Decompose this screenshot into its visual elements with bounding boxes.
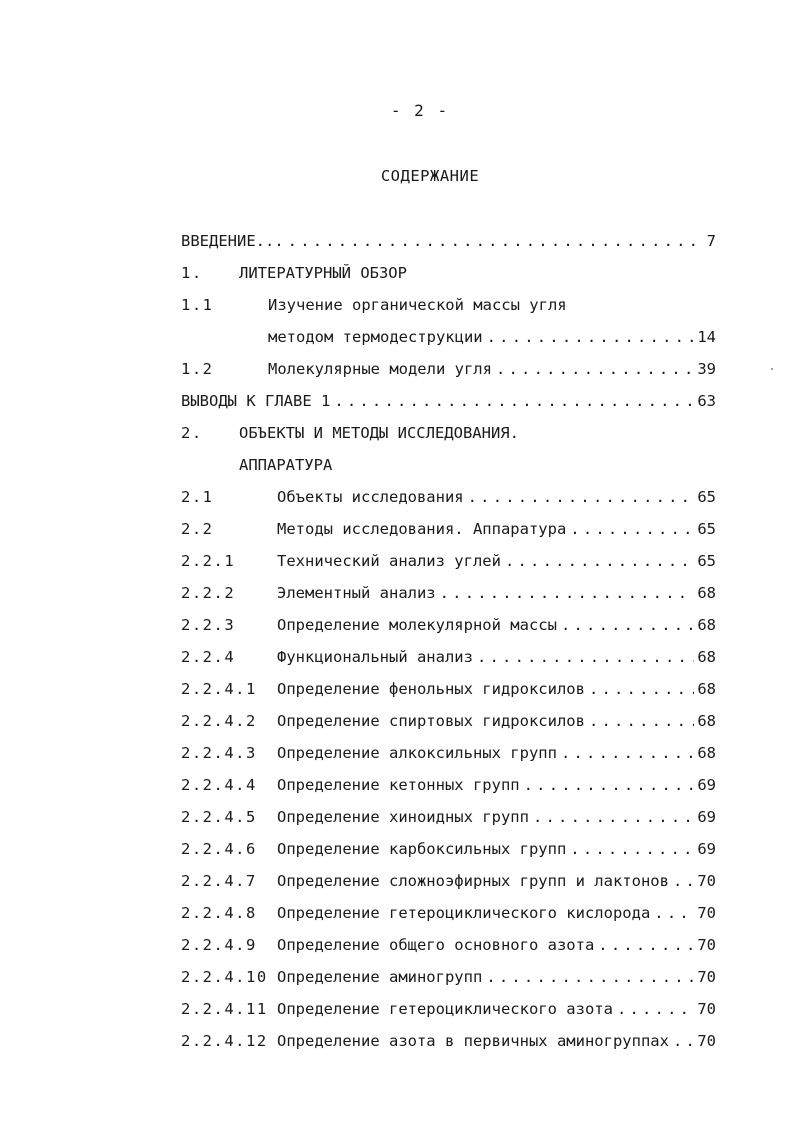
toc-entry-page: 68	[697, 744, 716, 762]
toc-dot-leader	[561, 614, 694, 636]
toc-entry-title: Молекулярные модели угля	[268, 360, 492, 378]
toc-dot-leader	[533, 806, 694, 828]
toc-entry	[0, 518, 793, 540]
toc-entry-page: 7	[706, 232, 716, 250]
toc-dot-leader	[468, 486, 695, 508]
toc-dot-leader	[589, 710, 694, 732]
toc-entry-title: ЛИТЕРАТУРНЫЙ ОБЗОР	[239, 264, 407, 282]
toc-entry-title: Объекты исследования	[277, 488, 464, 506]
toc-entry-title: Определение кетонных групп	[277, 776, 520, 794]
toc-entry-number: 1.1	[181, 296, 214, 314]
toc-entry-number: 2.2.1	[181, 552, 236, 570]
toc-dot-leader	[486, 966, 694, 988]
toc-dot-leader	[673, 870, 694, 892]
toc-dot-leader	[673, 1030, 694, 1052]
toc-dot-leader	[505, 550, 694, 572]
toc-entry-title: Определение азота в первичных аминогруппах	[277, 1032, 669, 1050]
toc-entry	[0, 390, 793, 412]
toc-entry-page: 68	[697, 616, 716, 634]
toc-dot-leader	[570, 518, 694, 540]
toc-entry-page: 70	[697, 968, 716, 986]
toc-entry	[0, 966, 793, 988]
toc-entry-number: 2.2.4.6	[181, 840, 257, 858]
toc-dot-leader	[617, 998, 694, 1020]
toc-entry-number: 2.2.2	[181, 584, 236, 602]
margin-speck	[771, 368, 773, 370]
toc-entry	[0, 486, 793, 508]
toc-entry-number: 2.2.4.11	[181, 1000, 268, 1018]
toc-entry-page: 65	[697, 520, 716, 538]
toc-dot-leader	[598, 934, 694, 956]
toc-entry-title: Определение сложноэфирных групп и лактонов	[277, 872, 669, 890]
toc-entry-title: Элементный анализ	[277, 584, 436, 602]
toc-dot-leader	[496, 358, 694, 380]
toc-entry-page: 70	[697, 1032, 716, 1050]
toc-entry-title: Изучение органической массы угля	[268, 296, 567, 314]
toc-entry-number: 2.2.4.5	[181, 808, 257, 826]
toc-entry-title: ВЫВОДЫ К ГЛАВЕ 1	[181, 392, 331, 410]
toc-entry	[0, 550, 793, 572]
toc-entry	[0, 646, 793, 668]
toc-entry-title: ОБЪЕКТЫ И МЕТОДЫ ИССЛЕДОВАНИЯ.	[239, 424, 519, 442]
toc-entry-number: 1.2	[181, 360, 214, 378]
toc-entry-number: 2.2.4.1	[181, 680, 257, 698]
toc-entry	[0, 326, 793, 348]
toc-dot-leader	[524, 774, 695, 796]
toc-entry-title: Методы исследования. Аппаратура	[277, 520, 567, 538]
toc-entry-number: 2.2.4.2	[181, 712, 257, 730]
toc-entry-page: 69	[697, 776, 716, 794]
toc-entry-page: 68	[697, 712, 716, 730]
toc-entry-title: АППАРАТУРА	[239, 456, 333, 474]
toc-dot-leader	[654, 902, 694, 924]
toc-entry	[0, 838, 793, 860]
toc-entry-page: 69	[697, 808, 716, 826]
toc-entry-title: Определение общего основного азота	[277, 936, 595, 954]
toc-entry-number: 2.2.4.8	[181, 904, 257, 922]
toc-dot-leader	[334, 390, 694, 412]
toc-entry	[0, 710, 793, 732]
toc-entry	[0, 742, 793, 764]
toc-entry-number: 2.2.4.3	[181, 744, 257, 762]
toc-entry	[0, 614, 793, 636]
toc-entry	[0, 582, 793, 604]
toc-entry-page: 70	[697, 904, 716, 922]
toc-entry-title: Определение гетероциклического кислорода	[277, 904, 651, 922]
toc-entry	[0, 678, 793, 700]
toc-entry	[0, 358, 793, 380]
toc-entry-title: Технический анализ углей	[277, 552, 501, 570]
toc-entry-page: 68	[697, 680, 716, 698]
toc-entry-number: 2.2.4.4	[181, 776, 257, 794]
toc-entry-title: Функциональный анализ	[277, 648, 473, 666]
toc-entry-number: 2.1	[181, 488, 214, 506]
toc-entry-title: ВВЕДЕНИЕ...	[181, 232, 284, 250]
toc-entry-page: 68	[697, 584, 716, 602]
toc-entry-number: 1.	[181, 264, 203, 282]
toc-entry	[0, 902, 793, 924]
toc-entry-title: Определение карбоксильных групп	[277, 840, 567, 858]
toc-entry-title: Определение фенольных гидроксилов	[277, 680, 585, 698]
toc-entry-title: Определение алкоксильных групп	[277, 744, 557, 762]
toc-dot-leader	[589, 678, 694, 700]
toc-entry-page: 14	[697, 328, 716, 346]
toc-entry-number: 2.2.4.9	[181, 936, 257, 954]
toc-entry	[0, 870, 793, 892]
toc-entry-number: 2.	[181, 424, 203, 442]
toc-entry	[0, 262, 793, 284]
toc-dot-leader	[561, 742, 694, 764]
toc-entry-page: 65	[697, 552, 716, 570]
toc-entry-page: 68	[697, 648, 716, 666]
toc-entry	[0, 454, 793, 476]
toc-dot-leader	[440, 582, 695, 604]
toc-entry-title: Определение аминогрупп	[277, 968, 483, 986]
toc-entry-title: Определение хиноидных групп	[277, 808, 529, 826]
toc-entry-page: 63	[697, 392, 716, 410]
toc-entry-page: 70	[697, 936, 716, 954]
toc-entry-page: 39	[697, 360, 716, 378]
toc-dot-leader	[288, 230, 704, 252]
toc-entry	[0, 230, 793, 252]
toc-entry	[0, 1030, 793, 1052]
toc-entry	[0, 998, 793, 1020]
toc-dot-leader	[570, 838, 694, 860]
page-number: - 2 -	[390, 101, 450, 120]
toc-entry-number: 2.2.4.12	[181, 1032, 268, 1050]
toc-entry-title: методом термодеструкции	[268, 328, 483, 346]
toc-entry-number: 2.2.4.7	[181, 872, 257, 890]
toc-entry-page: 70	[697, 872, 716, 890]
toc-entry-title: Определение молекулярной массы	[277, 616, 557, 634]
toc-entry-title: Определение спиртовых гидроксилов	[277, 712, 585, 730]
toc-entry	[0, 422, 793, 444]
toc-entry-number: 2.2.3	[181, 616, 236, 634]
toc-entry-page: 69	[697, 840, 716, 858]
toc-entry-page: 65	[697, 488, 716, 506]
toc-entry-number: 2.2.4	[181, 648, 236, 666]
toc-entry-number: 2.2.4.10	[181, 968, 268, 986]
toc-entry-number: 2.2	[181, 520, 214, 538]
toc-entry	[0, 294, 793, 316]
toc-dot-leader	[477, 646, 694, 668]
toc-entry	[0, 806, 793, 828]
page-title: СОДЕРЖАНИЕ	[380, 167, 480, 185]
toc-dot-leader	[487, 326, 695, 348]
toc-entry	[0, 774, 793, 796]
toc-entry-title: Определение гетероциклического азота	[277, 1000, 613, 1018]
toc-entry-page: 70	[697, 1000, 716, 1018]
toc-entry	[0, 934, 793, 956]
